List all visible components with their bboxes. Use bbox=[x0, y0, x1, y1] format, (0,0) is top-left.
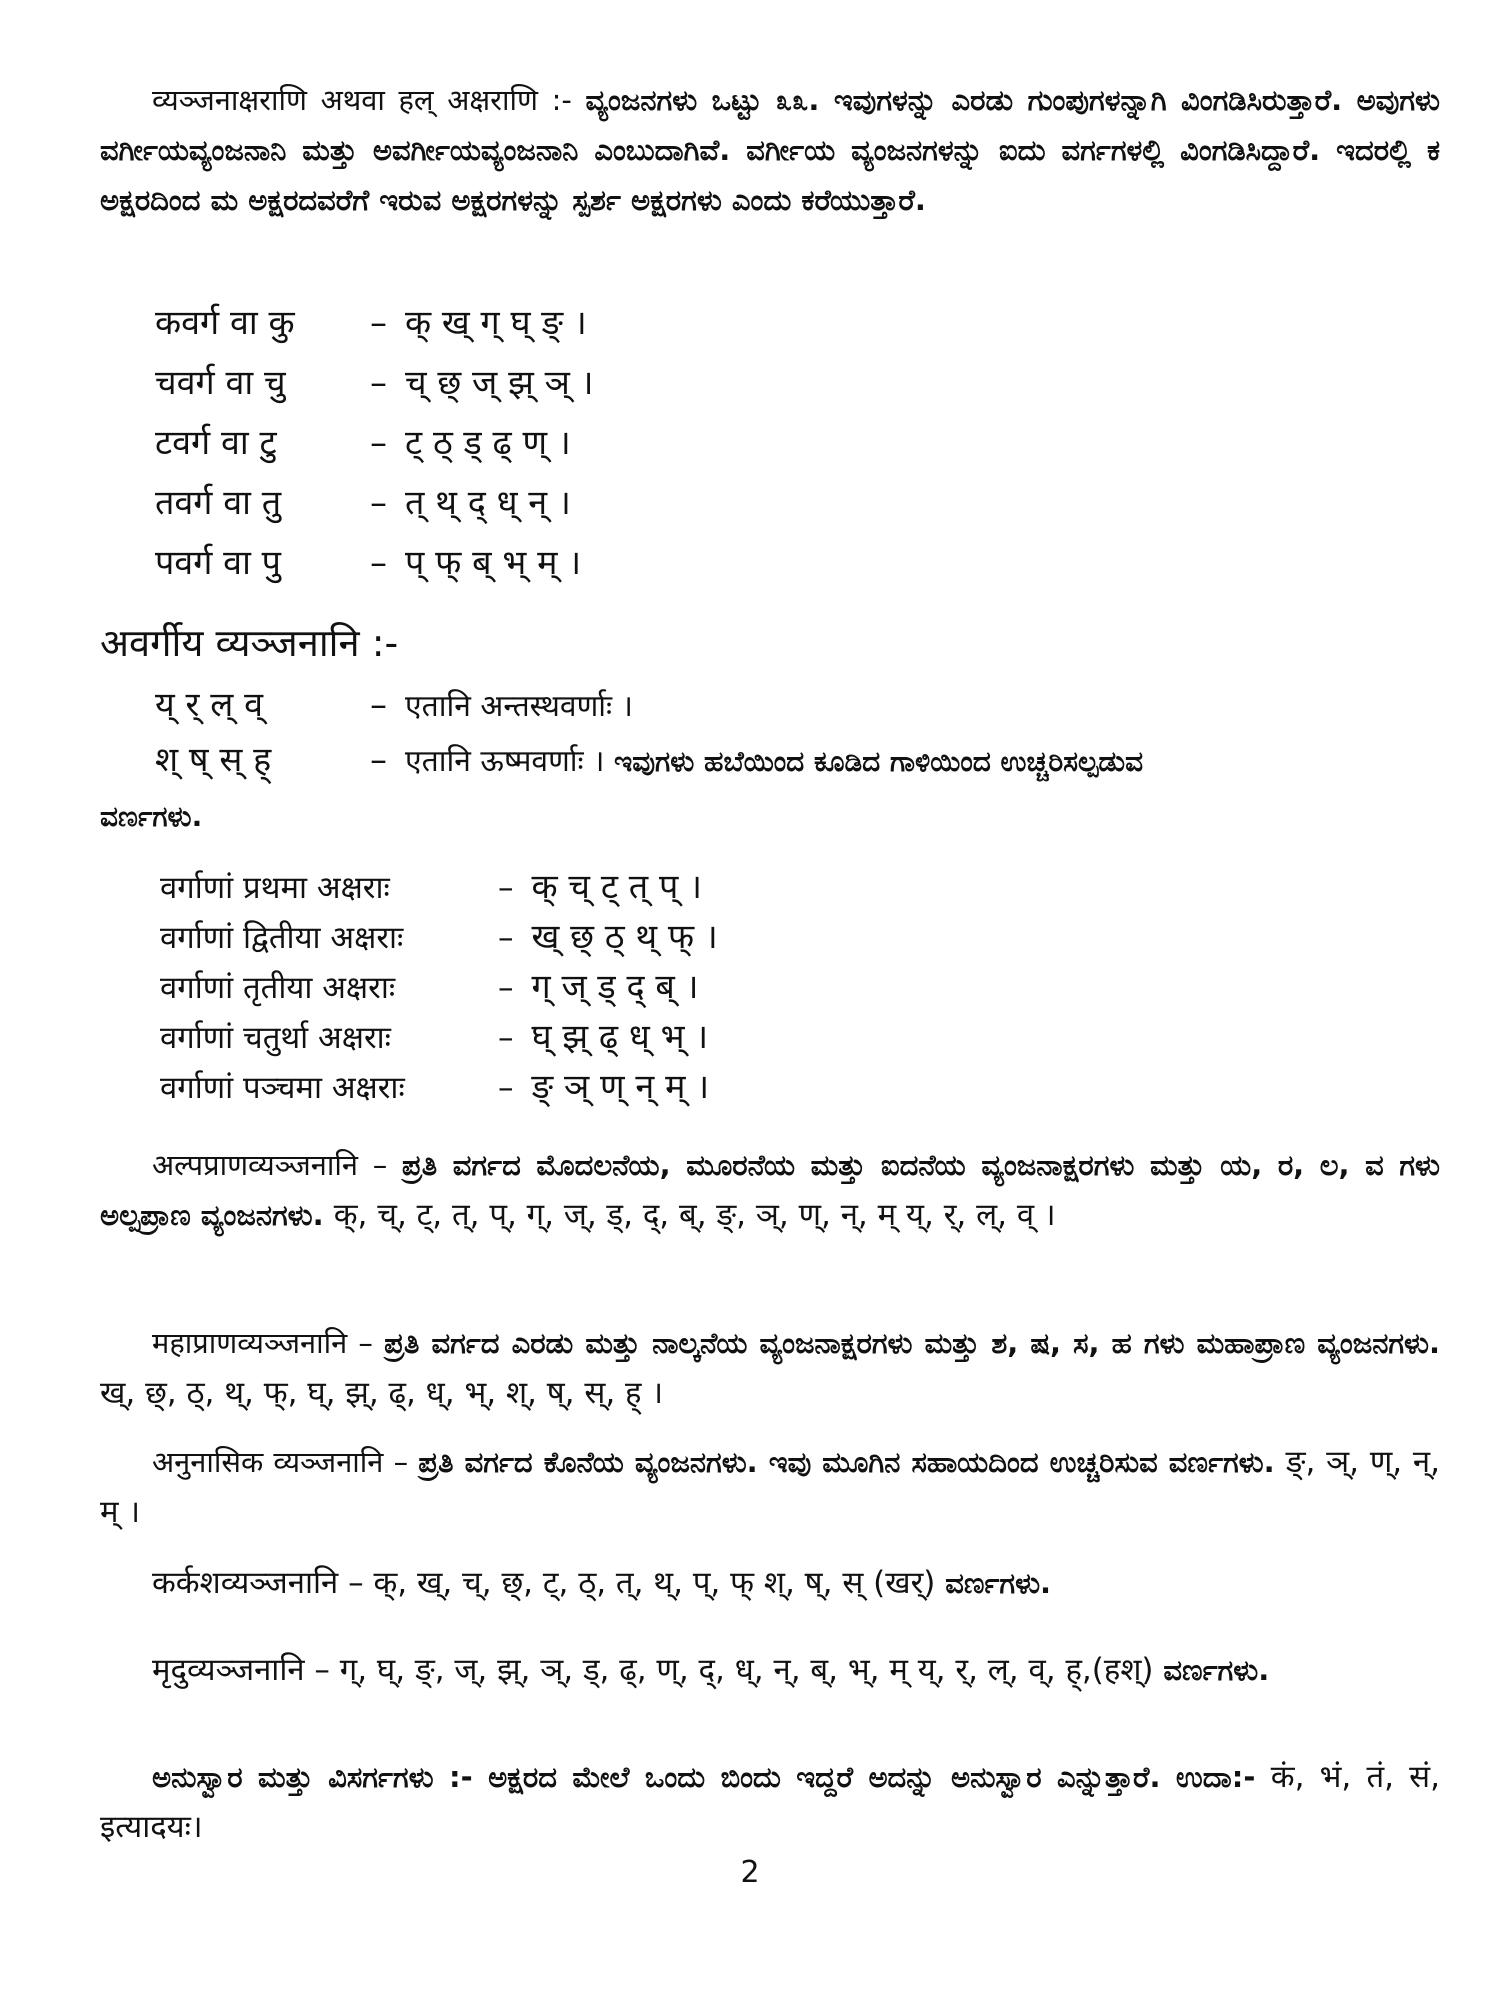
varganam-letters: घ् झ् ढ् ध् भ् । bbox=[531, 1017, 709, 1057]
varga-label: टवर्ग वा टु bbox=[155, 423, 277, 463]
anunasika-term: अनुनासिक व्यञ्जनानि – bbox=[152, 1445, 419, 1479]
anusvara-paragraph bbox=[100, 1752, 1440, 1852]
alpaprana-text: ಪ್ರತಿ ವರ್ಗದ ಮೊದಲನೆಯ, ಮೂರನೆಯ ಮತ್ತು ಐದನೆಯ ವ್ಯಂಜನಾಕ್ಷರಗಳು ಮತ್ತು ಯ, ರ, ಲ, ವ ಗಳು ಅಲ್ಪಪ್ರಾಣ ವ್ಯಂಜನಗಳು. bbox=[100, 1148, 1440, 1232]
ushma-note: ಇವುಗಳು ಹಬೆಯಿಂದ ಕೂಡಿದ ಗಾಳಿಯಿಂದ ಉಚ್ಚರಿಸಲ್ಪಡುವ bbox=[614, 745, 1144, 778]
alpaprana-paragraph bbox=[100, 1140, 1440, 1240]
mahaprana-paragraph bbox=[100, 1318, 1440, 1418]
karkasha-term: कर्कशव्यञ्जनानि – bbox=[152, 1565, 374, 1601]
varganam-label: वर्गाणां द्वितीया अक्षराः bbox=[160, 920, 404, 956]
karkasha-text: ವರ್ಣಗಳು. bbox=[945, 1566, 1052, 1600]
ushma-text: एतानि ऊष्मवर्णाः । bbox=[405, 744, 615, 779]
karkasha-paragraph bbox=[100, 1558, 1440, 1608]
varga-label: चवर्ग वा चु bbox=[155, 363, 286, 403]
varga-letters: प् फ् ब् भ् म् । bbox=[405, 543, 582, 583]
varga-row: कवर्ग वा कु – क् ख् ग् घ् ङ् । bbox=[155, 298, 587, 348]
varga-row: चवर्ग वा चु – च् छ् ज् झ् ञ् । bbox=[155, 358, 594, 408]
varga-letters: च् छ् ज् झ् ञ् । bbox=[405, 363, 594, 403]
ushma-note-line2: ವರ್ಣಗಳು. bbox=[100, 800, 203, 833]
page-number: 2 bbox=[740, 1855, 760, 1890]
antastha-letters: य् र् ल् व् bbox=[155, 685, 264, 725]
mridu-term: मृदुव्यञ्जनानि – bbox=[152, 1652, 340, 1688]
varganam-label: वर्गाणां चतुर्था अक्षराः bbox=[160, 1020, 391, 1056]
karkasha-letters: क्, ख्, च्, छ्, ट्, ठ्, त्, थ्, प्, फ् श्, ष्, स् (खर्) bbox=[373, 1565, 946, 1601]
avargiya-heading: अवर्गीय व्यञ्जनानि :- bbox=[100, 621, 399, 665]
varganam-row: वर्गाणां प्रथमा अक्षराः – क् च् ट् त् प् । bbox=[160, 862, 702, 913]
mahaprana-letters: ख्, छ्, ठ्, थ्, फ्, घ्, झ्, ढ्, ध्, भ्, श्, ष्, स्, ह् । bbox=[100, 1375, 664, 1411]
alpaprana-term: अल्पप्राणव्यञ्जनानि – bbox=[152, 1148, 402, 1182]
varganam-label: वर्गाणां तृतीया अक्षराः bbox=[160, 970, 396, 1006]
varganam-letters: ख् छ् ठ् थ् फ् । bbox=[531, 917, 718, 957]
intro-text: ವ್ಯಂಜನಗಳು ಒಟ್ಟು ೩೩. ಇವುಗಳನ್ನು ಎರಡು ಗುಂಪುಗಳನ್ನಾಗಿ ವಿಂಗಡಿಸಿರುತ್ತಾರೆ. ಅವುಗಳು ವರ್ಗೀಯವ್ಯಂಜನಾನಿ ಮತ್ತು ಅವರ್ಗೀಯವ್ಯಂಜನಾನಿ ಎಂಬುದಾಗಿವೆ. ವರ್ಗೀಯ ವ್ಯಂಜನಗಳನ್ನು ಐದು ವರ್ಗಗಳಲ್ಲಿ ವಿಂಗಡಿಸಿದ್ದಾರೆ. ಇದರಲ್ಲಿ ಕ ಅಕ್ಷರದಿಂದ ಮ ಅಕ್ಷರದವರೆಗೆ ಇರುವ ಅಕ್ಷರಗಳನ್ನು ಸ್ಪರ್ಶ ಅಕ್ಷರಗಳು ಎಂದು ಕರೆಯುತ್ತಾರೆ. bbox=[100, 83, 1441, 217]
varga-row: पवर्ग वा पु – प् फ् ब् भ् म् । bbox=[155, 538, 581, 588]
anunasika-text: ಪ್ರತಿ ವರ್ಗದ ಕೊನೆಯ ವ್ಯಂಜನಗಳು. ಇವು ಮೂಗಿನ ಸಹಾಯದಿಂದ ಉಚ್ಚರಿಸುವ ವರ್ಣಗಳು. bbox=[418, 1445, 1286, 1479]
ushma-note-continued bbox=[100, 790, 202, 842]
varganam-letters: ग् ज् ड् द् ब् । bbox=[531, 967, 699, 1007]
anusvara-letters: कं, भं, तं, सं, इत्यादयः। bbox=[100, 1759, 1440, 1845]
mridu-paragraph bbox=[100, 1645, 1440, 1695]
mridu-text: ವರ್ಣಗಳು. bbox=[1163, 1653, 1270, 1687]
intro-paragraph bbox=[100, 75, 1440, 225]
varganam-label: वर्गाणां पञ्चमा अक्षराः bbox=[160, 1070, 405, 1106]
varga-row: तवर्ग वा तु – त् थ् द् ध् न् । bbox=[155, 478, 571, 528]
anunasika-letters: ङ्, ञ्, ण्, न्, म् । bbox=[100, 1444, 1440, 1530]
varganam-row: वर्गाणां द्वितीया अक्षराः – ख् छ् ठ् थ् फ् । bbox=[160, 912, 718, 963]
varga-letters: त् थ् द् ध् न् । bbox=[405, 483, 571, 523]
intro-term: व्यञ्जनाक्षराणि अथवा हल् अक्षराणि :- bbox=[152, 83, 586, 117]
mridu-letters: ग्, घ्, ङ्, ज्, झ्, ञ्, ड्, ढ्, ण्, द्, ध्, न्, ब्, भ्, म् य्, र्, ल्, व्, ह्,(हश्) bbox=[339, 1652, 1164, 1688]
varganam-row: वर्गाणां तृतीया अक्षराः – ग् ज् ड् द् ब् । bbox=[160, 962, 698, 1013]
varganam-letters: ङ् ञ् ण् न् म् । bbox=[531, 1067, 710, 1107]
varga-label: पवर्ग वा पु bbox=[155, 543, 281, 583]
varganam-row: वर्गाणां पञ्चमा अक्षराः – ङ् ञ् ण् न् म् । bbox=[160, 1062, 709, 1113]
antastha-row: य् र् ल् व् – एतानि अन्तस्थवर्णाः । bbox=[155, 680, 633, 732]
mahaprana-text: ಪ್ರತಿ ವರ್ಗದ ಎರಡು ಮತ್ತು ನಾಲ್ಕನೆಯ ವ್ಯಂಜನಾಕ್ಷರಗಳು ಮತ್ತು ಶ, ಷ, ಸ, ಹ ಗಳು ಮಹಾಪ್ರಾಣ ವ್ಯಂಜನಗಳು. bbox=[384, 1326, 1440, 1360]
mahaprana-term: महाप्राणव्यञ्जनानि – bbox=[152, 1326, 385, 1360]
varganam-row: वर्गाणां चतुर्था अक्षराः – घ् झ् ढ् ध् भ् । bbox=[160, 1012, 708, 1063]
varganam-label: वर्गाणां प्रथमा अक्षराः bbox=[160, 870, 390, 906]
varganam-letters: क् च् ट् त् प् । bbox=[531, 867, 702, 907]
varga-label: तवर्ग वा तु bbox=[155, 483, 282, 523]
alpaprana-letters: क्, च्, ट्, त्, प्, ग्, ज्, ड्, द्, ब्, ङ्, ञ्, ण्, न्, म् य्, र्, ल्, व् । bbox=[333, 1197, 1056, 1233]
antastha-text: एतानि अन्तस्थवर्णाः । bbox=[405, 689, 634, 724]
anunasika-paragraph bbox=[100, 1437, 1440, 1537]
anusvara-text: ಅನುಸ್ವಾರ ಮತ್ತು ವಿಸರ್ಗಗಳು :- ಅಕ್ಷರದ ಮೇಲೆ ಒಂದು ಬಿಂದು ಇದ್ದರೆ ಅದನ್ನು ಅನುಸ್ವಾರ ಎನ್ನುತ್ತಾರೆ. ಉದಾ:- bbox=[152, 1760, 1271, 1794]
ushma-row: श् ष् स् ह् – एतानि ऊष्मवर्णाः । ಇವುಗಳು ಹಬೆಯಿಂದ ಕೂಡಿದ ಗಾಳಿಯಿಂದ ಉಚ್ಚರಿಸಲ್ಪಡುವ bbox=[155, 735, 1143, 787]
ushma-letters: श् ष् स् ह् bbox=[155, 740, 272, 780]
varga-letters: ट् ठ् ड् ढ् ण् । bbox=[405, 423, 571, 463]
varga-row: टवर्ग वा टु – ट् ठ् ड् ढ् ण् । bbox=[155, 418, 571, 468]
varga-label: कवर्ग वा कु bbox=[155, 303, 295, 343]
varga-letters: क् ख् ग् घ् ङ् । bbox=[405, 303, 587, 343]
